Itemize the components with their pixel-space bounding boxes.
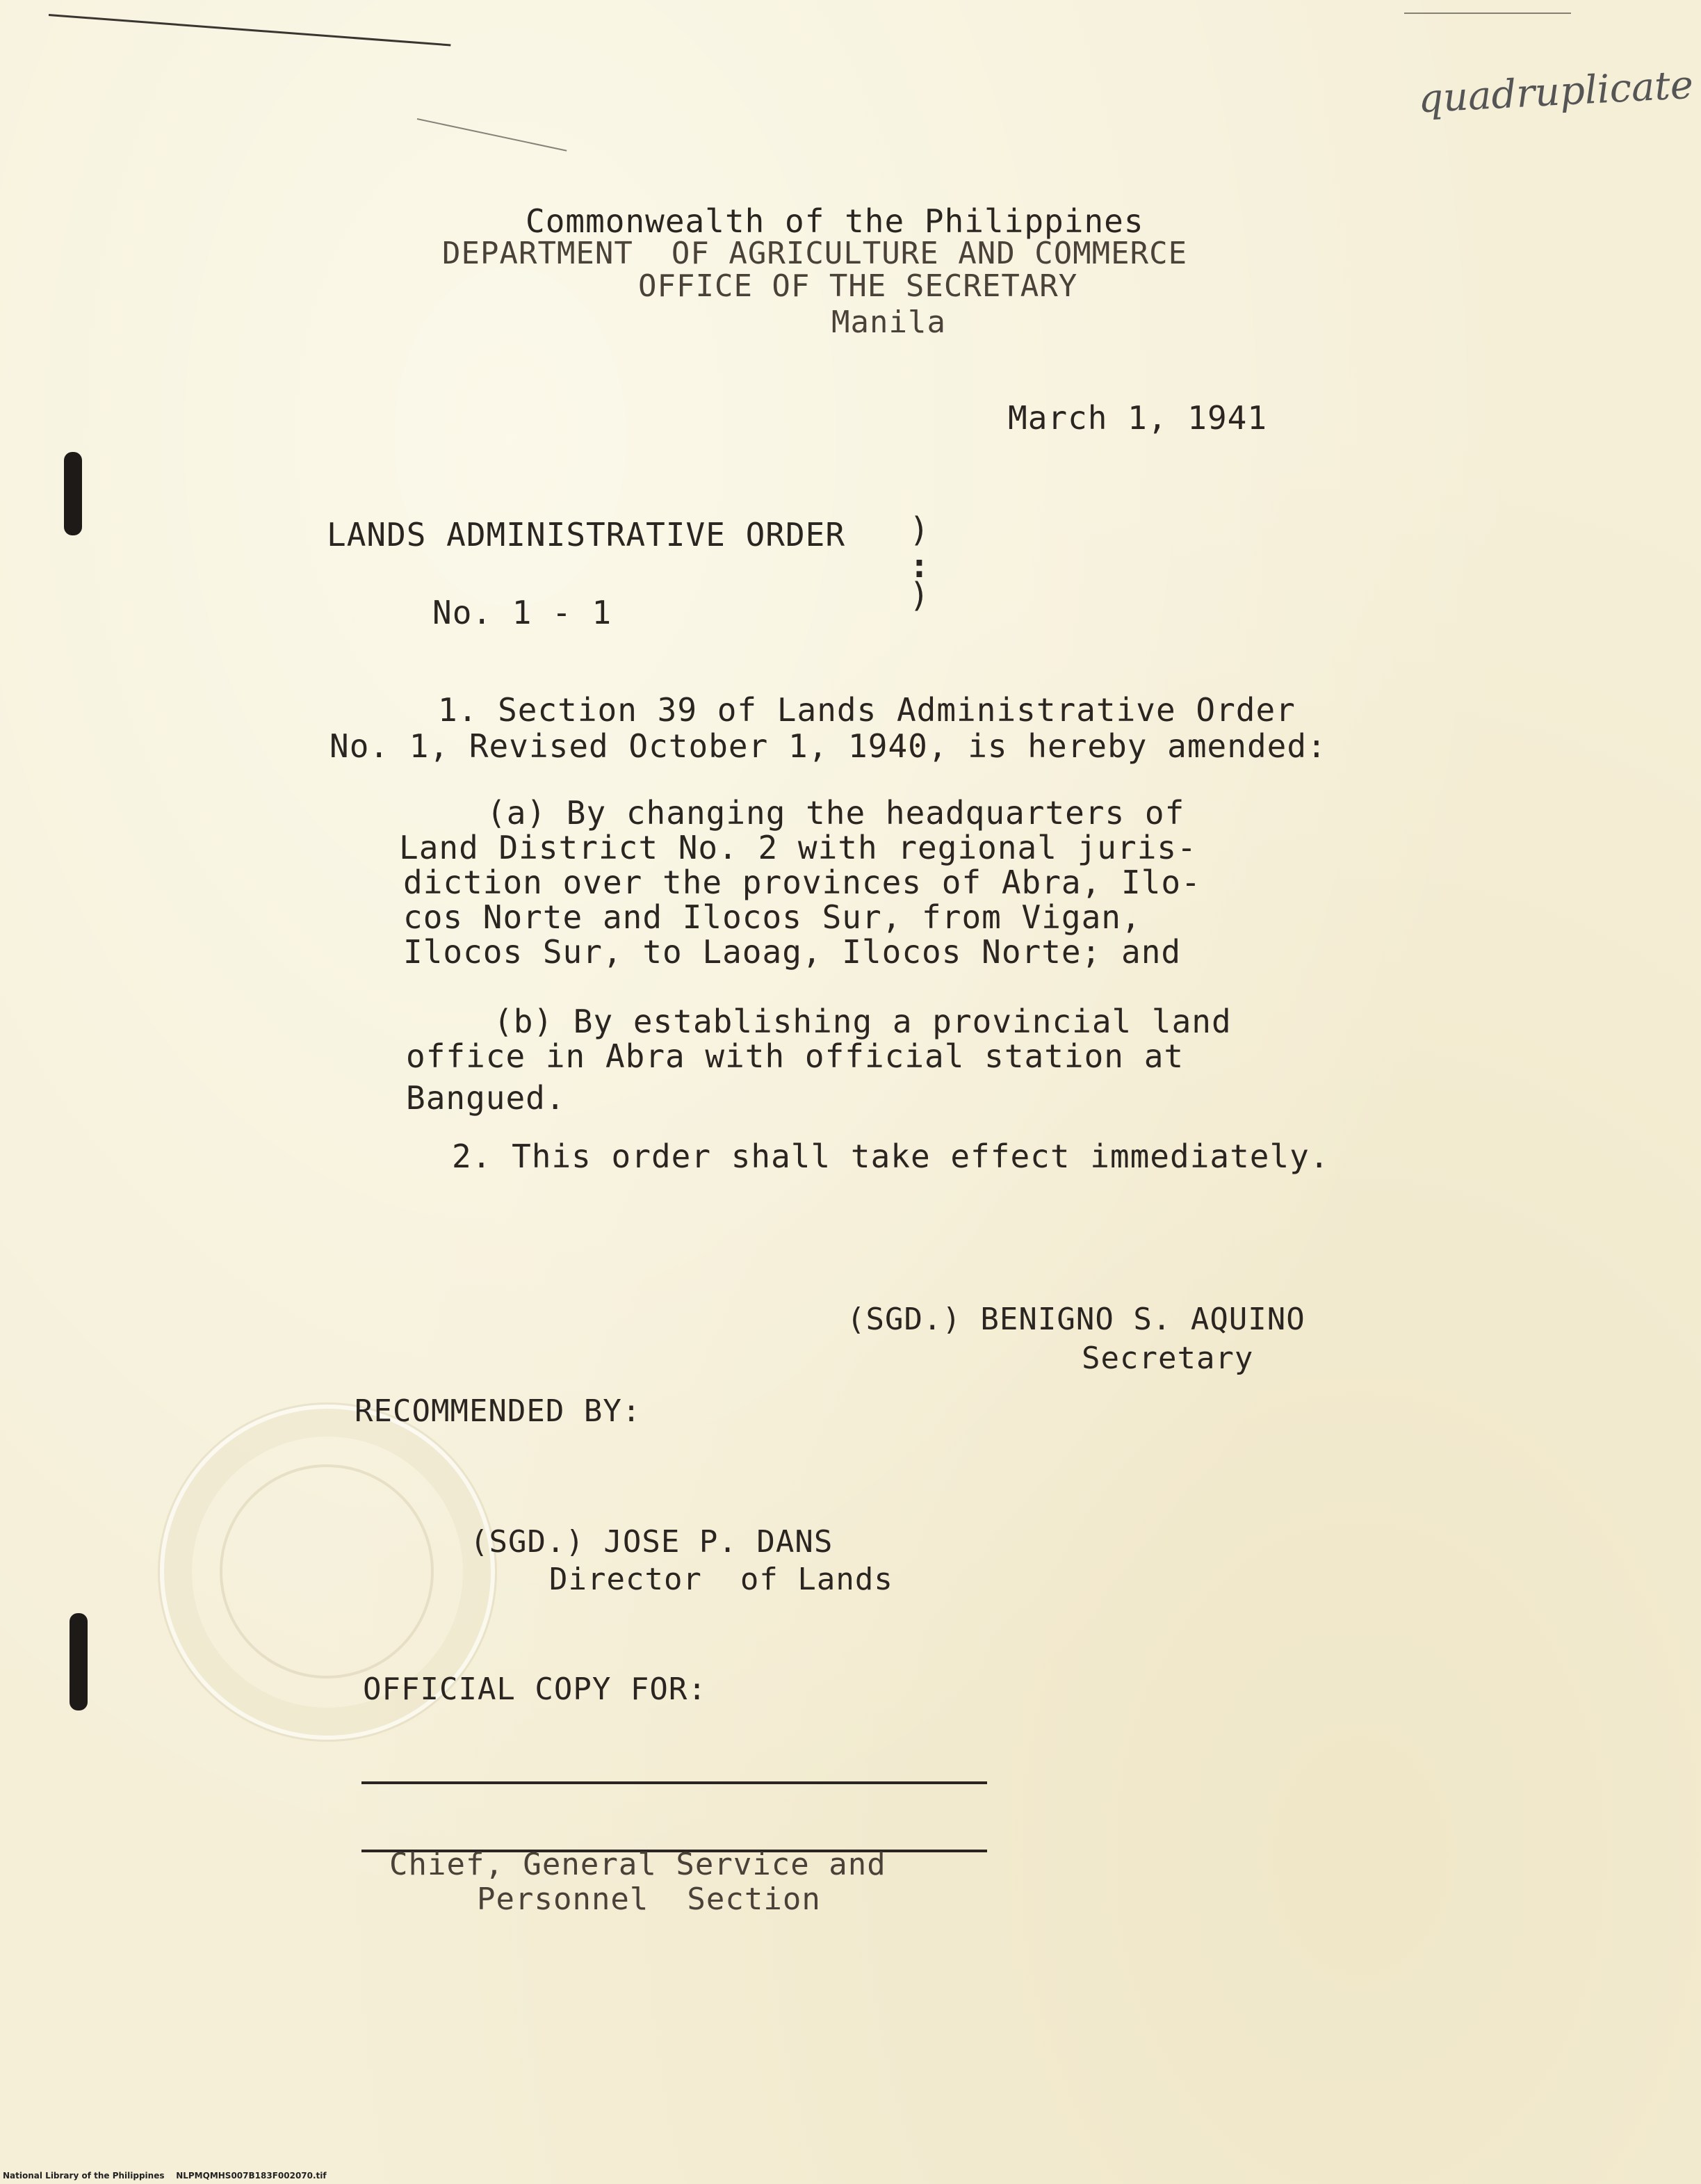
- recommended-label: RECOMMENDED BY:: [355, 1393, 642, 1429]
- letterhead-city: Manila: [831, 305, 946, 340]
- recipient-line-1: Chief, General Service and: [389, 1847, 886, 1882]
- item-a-line-4: cos Norte and Ilocos Sur, from Vigan,: [403, 898, 1141, 936]
- recipient-line: [361, 1781, 987, 1784]
- scuff-mark: [49, 14, 451, 46]
- secretary-signature: (SGD.) BENIGNO S. AQUINO: [847, 1302, 1305, 1337]
- handwritten-annotation: quadruplicate: [1417, 62, 1695, 122]
- item-a-line-3: diction over the provinces of Abra, Ilo-: [403, 864, 1201, 901]
- letterhead-commonwealth: Commonwealth of the Philippines: [526, 202, 1144, 240]
- item-b-line-1: (b) By establishing a provincial land: [494, 1003, 1232, 1040]
- order-bracket-bot: ): [909, 576, 930, 615]
- archive-footer: National Library of the Philippines NLPMQMHS007B183F002070.tif: [3, 2171, 327, 2181]
- binding-hole: [64, 452, 82, 535]
- official-copy-label: OFFICIAL COPY FOR:: [363, 1672, 707, 1707]
- order-number: No. 1 - 1: [432, 594, 612, 631]
- paragraph-2: 2. This order shall take effect immediately.: [452, 1138, 1330, 1175]
- paragraph-1-line-2: No. 1, Revised October 1, 1940, is hereby amended:: [329, 727, 1327, 765]
- embossed-seal-inner: [220, 1464, 434, 1679]
- order-bracket-top: ): [909, 510, 930, 549]
- binding-hole: [70, 1613, 88, 1710]
- recipient-line-2: Personnel Section: [477, 1882, 821, 1917]
- order-bracket-mid: :: [909, 547, 930, 585]
- scuff-mark: [417, 118, 567, 152]
- item-a-line-1: (a) By changing the headquarters of: [487, 794, 1185, 832]
- recommender-signature: (SGD.) JOSE P. DANS: [470, 1524, 833, 1560]
- order-title: LANDS ADMINISTRATIVE ORDER: [327, 516, 846, 553]
- paragraph-1-line-1: 1. Section 39 of Lands Administrative Order: [438, 691, 1296, 729]
- item-a-line-5: Ilocos Sur, to Laoag, Ilocos Norte; and: [403, 933, 1182, 971]
- item-b-line-3: Bangued.: [406, 1079, 566, 1117]
- letterhead-department: DEPARTMENT OF AGRICULTURE AND COMMERCE: [442, 236, 1188, 271]
- recommender-title: Director of Lands: [549, 1562, 893, 1597]
- item-a-line-2: Land District No. 2 with regional juris-: [399, 829, 1197, 866]
- secretary-title: Secretary: [1082, 1341, 1254, 1376]
- scuff-mark: [1404, 13, 1571, 14]
- letterhead-office: OFFICE OF THE SECRETARY: [638, 268, 1078, 304]
- item-b-line-2: office in Abra with official station at: [406, 1037, 1185, 1075]
- document-date: March 1, 1941: [1008, 399, 1268, 437]
